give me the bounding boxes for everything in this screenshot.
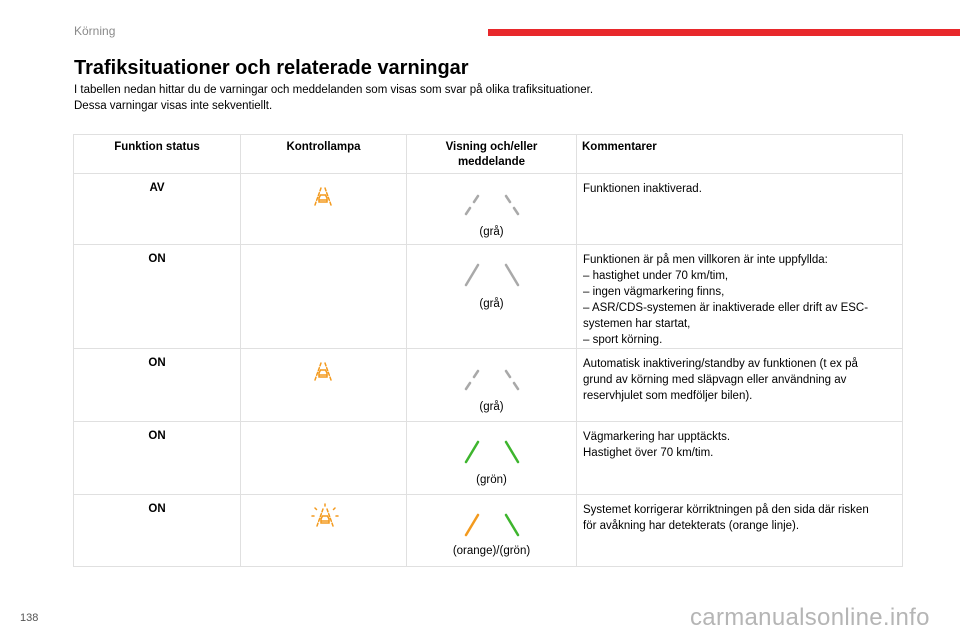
page-number: 138 (20, 612, 39, 624)
row-lamp (241, 422, 407, 495)
row-status: ON (74, 495, 241, 567)
table-row (74, 245, 903, 349)
lane-warning-lamp-icon (311, 185, 335, 207)
header-status: Funktion status (74, 135, 241, 174)
row-lamp (241, 349, 407, 422)
comment-line: – hastighet under 70 km/tim, (583, 270, 729, 282)
row-lamp (241, 174, 407, 245)
table-row (74, 174, 903, 245)
green-lane-lines-icon (460, 434, 524, 466)
header-display-line-1: Visning och/eller (445, 141, 538, 153)
row-display (407, 495, 577, 567)
row-display (407, 349, 577, 422)
row-status: AV (74, 174, 241, 245)
row-comment (577, 174, 903, 245)
comment-line: systemen har startat, (583, 318, 691, 330)
row-comment (577, 245, 903, 349)
lane-warning-lamp-icon (311, 360, 335, 382)
dashed-lane-lines-icon (460, 361, 524, 393)
solid-lane-lines-icon (460, 257, 524, 289)
comment-line: Funktionen inaktiverad. (583, 183, 702, 195)
orange-green-lane-lines-icon (460, 507, 524, 539)
comment-line: Funktionen är på men villkoren är inte uppfyllda: (583, 254, 828, 266)
watermark: carmanualsonline.info (690, 604, 930, 631)
table-header-row (74, 135, 903, 174)
comment-line: för avåkning har detekterats (orange linje). (583, 520, 800, 532)
header-accent-bar (488, 29, 960, 36)
comment-line: – sport körning. (583, 334, 663, 346)
intro-text (74, 82, 874, 114)
comment-line: Hastighet över 70 km/tim. (583, 447, 714, 459)
table-row (74, 422, 903, 495)
comment-line: Vägmarkering har upptäckts. (583, 431, 731, 443)
row-display (407, 245, 577, 349)
row-lamp (241, 495, 407, 567)
row-comment (577, 422, 903, 495)
row-display (407, 174, 577, 245)
row-comment (577, 349, 903, 422)
intro-line-2: Dessa varningar visas inte sekventiellt. (74, 100, 273, 112)
page-title: Trafiksituationer och relaterade varningar (74, 57, 469, 79)
table-row (74, 495, 903, 567)
header-display-line-2: meddelande (457, 156, 526, 168)
header-comment: Kommentarer (577, 135, 903, 174)
dashed-lane-lines-icon (460, 186, 524, 218)
row-status: ON (74, 245, 241, 349)
comment-line: – ASR/CDS-systemen är inaktiverade eller drift av ESC- (583, 302, 869, 314)
comment-line: grund av körning med släpvagn eller användning av (583, 374, 847, 386)
display-color-label: (grå) (479, 401, 504, 413)
header-lamp: Kontrollampa (241, 135, 407, 174)
lane-correction-lamp-icon (311, 503, 339, 529)
comment-line: Automatisk inaktivering/standby av funktionen (t ex på (583, 358, 858, 370)
comment-line: reservhjulet som medföljer bilen). (583, 390, 753, 402)
row-comment (577, 495, 903, 567)
row-display (407, 422, 577, 495)
row-status: ON (74, 422, 241, 495)
comment-line: Systemet korrigerar körriktningen på den sida där risken (583, 504, 869, 516)
row-lamp (241, 245, 407, 349)
intro-line-1: I tabellen nedan hittar du de varningar och meddelanden som visas som svar på olika trafiksituationer. (74, 84, 594, 96)
display-color-label: (grå) (479, 298, 504, 310)
warnings-table (73, 134, 903, 567)
display-color-label: (grå) (479, 226, 504, 238)
table-row (74, 349, 903, 422)
header-display (407, 135, 577, 174)
comment-line: – ingen vägmarkering finns, (583, 286, 725, 298)
display-color-label: (grön) (476, 474, 507, 486)
section-label: Körning (74, 24, 116, 38)
row-status: ON (74, 349, 241, 422)
display-color-label: (orange)/(grön) (452, 545, 531, 557)
